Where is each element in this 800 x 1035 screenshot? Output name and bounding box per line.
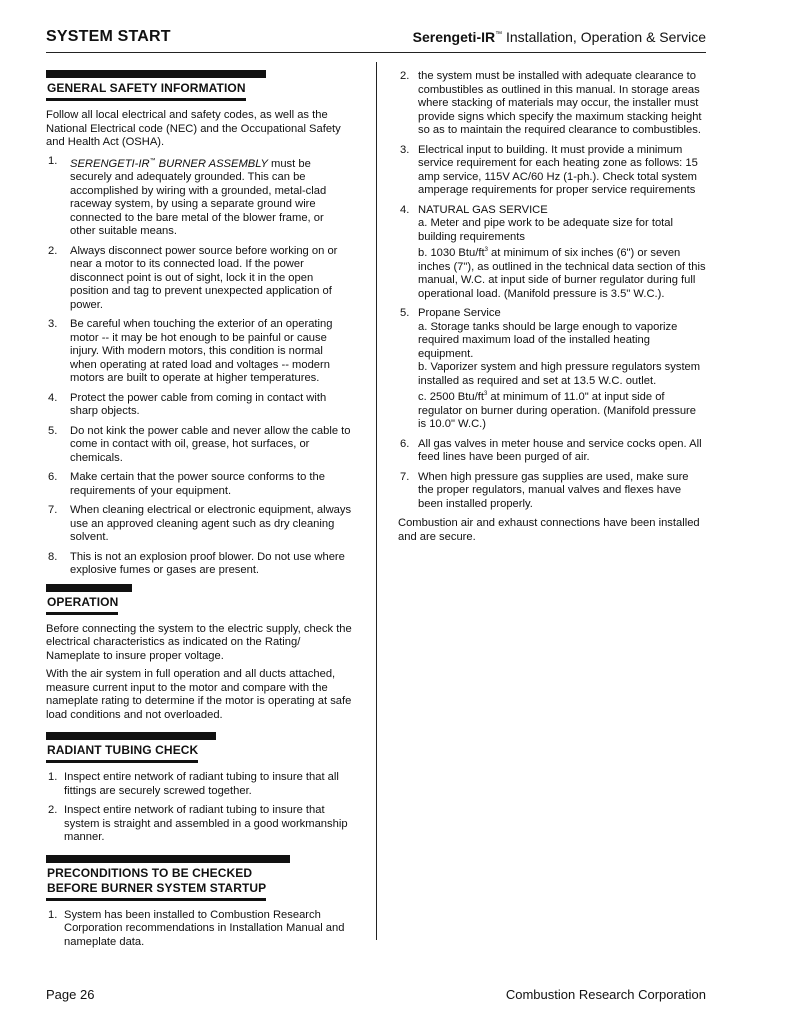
- list-item: [46, 425, 352, 466]
- page-section-title: SYSTEM START: [46, 28, 171, 45]
- list-number: 4.: [48, 391, 58, 404]
- section-heading-line: PRECONDITIONS TO BE CHECKED: [47, 865, 253, 880]
- trademark-mark: ™: [149, 157, 156, 164]
- list-text: the system must be installed with adequate clearance to combustibles as outlined in this manual. In storage areas where stacking of materials may occur, the installer must provide signs which specify the maximum stacking height so as to maintain the required clearance to combustibles.: [418, 70, 702, 136]
- sub-item: [418, 217, 706, 244]
- sub-item: [418, 388, 706, 432]
- operation-para: Before connecting the system to the electric supply, check the electrical characteristics as indicated on the Rating/ Nameplate to insure proper voltage.: [46, 622, 352, 662]
- list-item: [46, 909, 352, 950]
- radiant-tubing-list: [46, 771, 352, 845]
- list-number: 8.: [48, 550, 58, 563]
- list-number: 3.: [48, 318, 58, 330]
- section-heading-line: BEFORE BURNER SYSTEM STARTUP: [47, 880, 267, 895]
- list-item: [46, 155, 352, 239]
- superscript: 3: [484, 247, 488, 253]
- list-number: 7.: [400, 470, 410, 483]
- right-column: [398, 70, 706, 549]
- list-text: Electrical input to building. It must provide a minimum service requirement for each heating zone as follows: 15 amp service, 115V AC/60 Hz (1-ph.). Check total system amperage requirements for proper service requirements: [418, 143, 698, 196]
- sub-item-text: b. Vaporizer system and high pressure regulators system installed as required and set at 13.5 W.C. outlet.: [418, 361, 701, 387]
- list-item: [398, 471, 706, 512]
- section-bar: [46, 70, 266, 78]
- list-number: 6.: [400, 437, 410, 450]
- list-number: 1.: [48, 154, 58, 167]
- superscript: 3: [483, 391, 488, 397]
- list-text: Inspect entire network of radiant tubing to insure that system is straight and assembled in a good workmanship manner.: [64, 804, 348, 843]
- list-number: 2.: [48, 244, 58, 257]
- list-text: When high pressure gas supplies are used, make sure the proper regulators, manual valves and flexes have been installed properly.: [418, 470, 689, 510]
- list-item: [46, 804, 352, 845]
- list-text: NATURAL GAS SERVICE: [418, 203, 548, 216]
- list-item: [398, 70, 706, 138]
- sub-item: [418, 321, 706, 362]
- header-rule: [46, 52, 706, 53]
- sub-item-text: b. 1030 Btu/ft: [418, 247, 485, 259]
- list-item: [46, 551, 352, 578]
- general-safety-section: [46, 70, 352, 101]
- section-bar: [46, 584, 132, 592]
- section-heading: [46, 863, 266, 901]
- product-ref-rest: BURNER ASSEMBLY: [155, 157, 268, 170]
- product-name: Serengeti-IR: [412, 29, 496, 45]
- company-name: Combustion Research Corporation: [505, 987, 706, 1002]
- list-item: [398, 204, 706, 302]
- column-divider: [376, 62, 377, 940]
- page-number: Page 26: [46, 987, 95, 1002]
- list-number: 4.: [400, 203, 410, 216]
- sub-item: [418, 244, 706, 301]
- product-ref-name: SERENGETI-IR: [70, 157, 150, 170]
- list-text: All gas valves in meter house and service cocks open. All feed lines have been purged of air.: [418, 437, 702, 463]
- list-text: Protect the power cable from coming in contact with sharp objects.: [70, 391, 327, 417]
- list-item: [398, 144, 706, 198]
- list-item: [46, 471, 352, 498]
- left-column: [46, 70, 352, 955]
- list-number: 5.: [400, 307, 410, 319]
- operation-para: With the air system in full operation and all ducts attached, measure current input to the motor and compare with the nameplate rating to determine if the motor is operating at safe load conditions and not overloaded.: [46, 668, 352, 721]
- list-item: [46, 318, 352, 386]
- list-number: 1.: [48, 771, 58, 783]
- radiant-tubing-section: [46, 732, 352, 763]
- section-bar: [46, 855, 290, 863]
- list-text: Inspect entire network of radiant tubing to insure that all fittings are securely screwed together.: [64, 771, 339, 797]
- list-text: System has been installed to Combustion Research Corporation recommendations in Installation Manual and nameplate data.: [64, 908, 345, 948]
- list-text: must be securely and adequately grounded. This can be accomplished by wiring with a grounded, metal-clad raceway system, by using a separate ground wire connected to the bare metal of the blower frame, or other suitable means.: [70, 157, 327, 237]
- list-item: [398, 307, 706, 432]
- section-heading: GENERAL SAFETY INFORMATION: [46, 78, 246, 101]
- list-item: [46, 771, 352, 798]
- preconditions-section: [46, 855, 352, 901]
- trademark-mark: ™: [495, 31, 503, 38]
- sub-item-text: at minimum of 11.0" at input side of regulator on burner during operation. (Manifold pressure is 10.0" W.C.): [418, 391, 696, 430]
- section-bar: [46, 732, 216, 740]
- list-text: Be careful when touching the exterior of an operating motor -- it may be hot enough to be painful or cause injury. With modern motors, this condition is normal when operating at rated load and voltages -- modern motors are built to operate at higher temperatures.: [70, 318, 333, 384]
- sub-item: [418, 361, 706, 388]
- document-title: [413, 29, 706, 45]
- list-number: 5.: [48, 424, 58, 437]
- list-number: 2.: [48, 804, 58, 816]
- list-text: Propane Service: [418, 307, 501, 319]
- sub-item-text: c. 2500 Btu/ft: [418, 391, 484, 403]
- list-text: When cleaning electrical or electronic equipment, always use an approved cleaning agent such as dry cleaning solvent.: [70, 504, 352, 543]
- list-number: 7.: [48, 504, 58, 516]
- list-number: 1.: [48, 908, 58, 921]
- general-safety-intro: Follow all local electrical and safety codes, as well as the National Electrical code (NEC) and the Occupational Safety and Health Act (OSHA).: [46, 109, 341, 148]
- list-item: [46, 392, 352, 419]
- section-heading: RADIANT TUBING CHECK: [46, 740, 198, 763]
- closing-note: Combustion air and exhaust connections have been installed and are secure.: [398, 517, 700, 543]
- list-text: Do not kink the power cable and never allow the cable to come in contact with oil, grease, hot surfaces, or chemicals.: [70, 424, 351, 464]
- list-number: 2.: [400, 70, 410, 82]
- list-item: [398, 438, 706, 465]
- general-safety-list: [46, 155, 352, 578]
- list-text: This is not an explosion proof blower. Do not use where explosive fumes or gases are present.: [70, 550, 345, 576]
- preconditions-list: [46, 909, 352, 950]
- list-number: 3.: [400, 143, 410, 156]
- list-number: 6.: [48, 471, 58, 483]
- list-text: Make certain that the power source conforms to the requirements of your equipment.: [70, 471, 325, 497]
- section-heading: OPERATION: [46, 592, 118, 615]
- sub-item-text: at minimum of six inches (6") or seven inches (7"), as outlined in the technical data section of this manual, W.C. at input side of burner regulator during full operational load. (Manifold pressure is 3.5" W.C.).: [418, 247, 706, 300]
- document-subtitle: Installation, Operation & Service: [506, 29, 706, 45]
- preconditions-list-continued: [398, 70, 706, 511]
- list-text: Always disconnect power source before working on or near a motor to its connected load. If the power disconnect point is out of sight, lock it in the open position and tag to prevent unexpected application of power.: [70, 244, 338, 311]
- sub-item-text: a. Storage tanks should be large enough to vaporize required maximum load of the installed heating equipment.: [418, 320, 678, 360]
- list-item: [46, 504, 352, 545]
- sub-item-text: a. Meter and pipe work to be adequate size for total building requirements: [418, 217, 673, 243]
- product-ref: [70, 158, 268, 170]
- list-item: [46, 245, 352, 313]
- operation-section: [46, 584, 352, 615]
